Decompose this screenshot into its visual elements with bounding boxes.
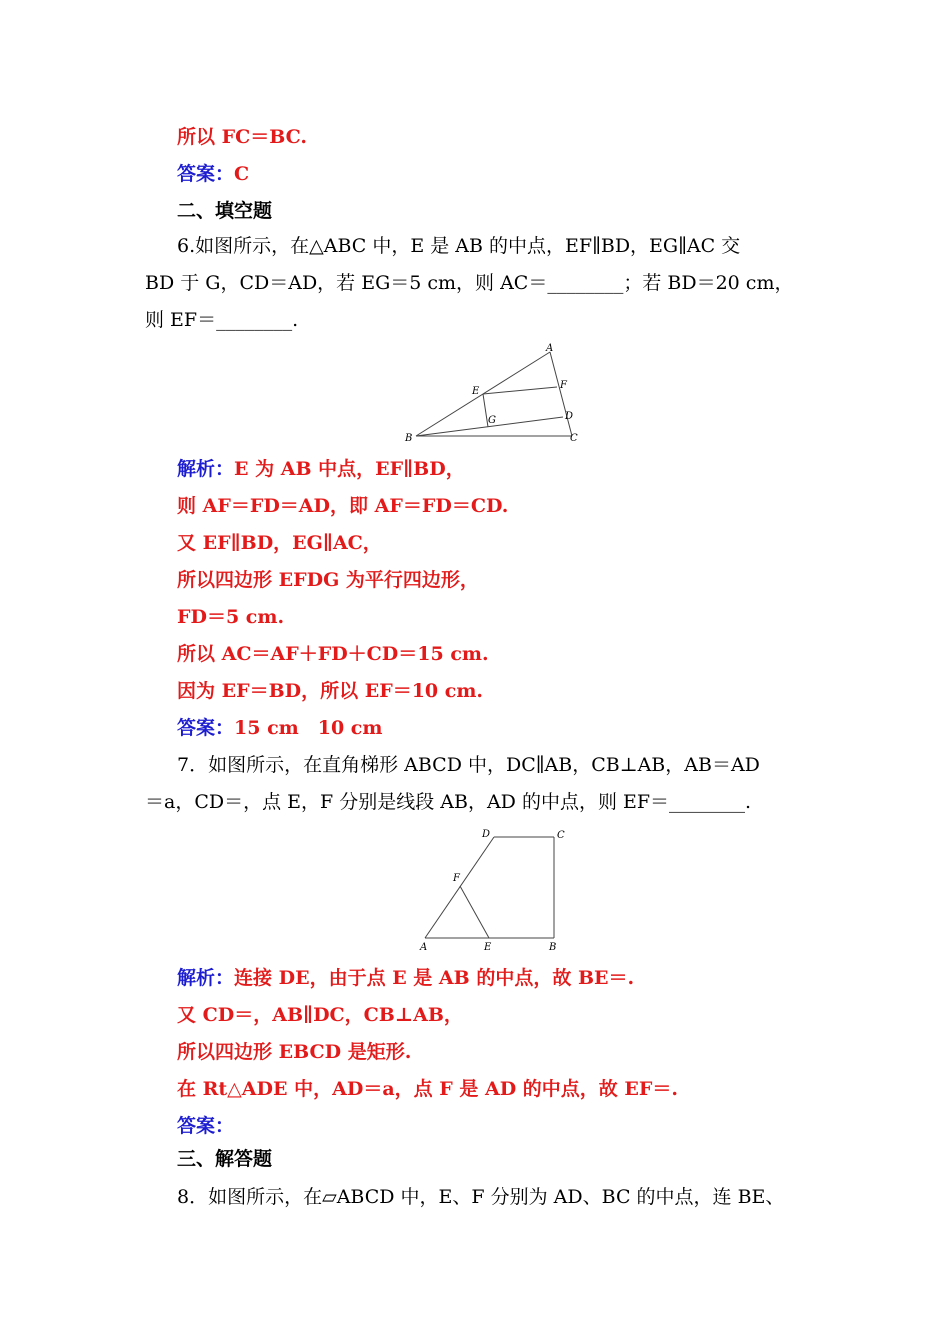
trapezoid-figure <box>414 826 574 956</box>
section-title-solve: 三、解答题 <box>177 1148 273 1170</box>
figure-label: F <box>560 380 567 391</box>
q7-analysis-line: 解析：连接 DE，由于点 E 是 AB 的中点，故 BE＝. <box>177 967 635 989</box>
figure-label: B <box>549 942 557 953</box>
analysis-label: 解析： <box>177 458 235 480</box>
figure-label: F <box>453 873 460 884</box>
line-fe <box>460 886 489 938</box>
figure-label: E <box>472 386 480 397</box>
line-da <box>425 837 494 938</box>
q6-line3: 则 EF＝________. <box>145 309 299 331</box>
figure-label: A <box>420 942 428 953</box>
line-ac <box>550 352 572 436</box>
figure-label: A <box>546 343 554 354</box>
q6-answer <box>177 715 382 741</box>
q7-line2: ＝a，CD＝，点 E，F 分别是线段 AB，AD 的中点，则 EF＝________. <box>145 791 752 813</box>
figure-label: D <box>565 411 574 422</box>
figure-label: E <box>484 942 492 953</box>
q6-line2: BD 于 G，CD＝AD，若 EG＝5 cm，则 AC＝________；若 BD＝20 cm， <box>145 272 794 294</box>
q6-analysis-line: 则 AF＝FD＝AD，即 AF＝FD＝CD. <box>177 495 509 517</box>
q6-analysis-line: 所以 AC＝AF＋FD＋CD＝15 cm. <box>177 643 489 665</box>
q7-analysis-line: 又 CD＝，AB∥DC，CB⊥AB， <box>177 1004 463 1026</box>
prev-solution-line: 所以 FC＝BC. <box>177 126 308 148</box>
line-ef <box>483 387 557 394</box>
figure-label: D <box>482 829 491 840</box>
figure-label: G <box>488 415 496 426</box>
prev-answer <box>177 161 249 187</box>
section-title-fill-in: 二、填空题 <box>177 200 273 222</box>
answer-label: 答案： <box>177 163 235 185</box>
q8-line1: 8．如图所示，在▱ABCD 中，E、F 分别为 AD、BC 的中点，连 BE、 <box>177 1186 785 1208</box>
q7-answer-label: 答案： <box>177 1115 235 1137</box>
q7-line1: 7．如图所示，在直角梯形 ABCD 中，DC∥AB，CB⊥AB，AB＝AD <box>177 754 760 776</box>
triangle-figure <box>400 342 585 447</box>
figure-label: C <box>557 830 565 841</box>
answer-value: 15 cm 10 cm <box>234 717 383 739</box>
analysis-label: 解析： <box>177 967 235 989</box>
figure-label: C <box>570 433 578 444</box>
q6-line1: 6.如图所示，在△ABC 中，E 是 AB 的中点，EF∥BD，EG∥AC 交 <box>177 235 741 257</box>
q6-analysis-line: FD＝5 cm. <box>177 606 285 628</box>
q6-analysis-line: 因为 EF＝BD，所以 EF＝10 cm. <box>177 680 484 702</box>
q7-analysis-line: 所以四边形 EBCD 是矩形. <box>177 1041 412 1063</box>
q6-analysis-line: 又 EF∥BD，EG∥AC， <box>177 532 382 554</box>
q7-analysis-line: 在 Rt△ADE 中，AD＝a，点 F 是 AD 的中点，故 EF＝. <box>177 1078 679 1100</box>
answer-label: 答案： <box>177 717 235 739</box>
q6-analysis-line: 所以四边形 EFDG 为平行四边形， <box>177 569 479 591</box>
figure-label: B <box>405 433 413 444</box>
q6-analysis-line: 解析：E 为 AB 中点，EF∥BD， <box>177 458 465 480</box>
answer-value: C <box>234 163 250 185</box>
